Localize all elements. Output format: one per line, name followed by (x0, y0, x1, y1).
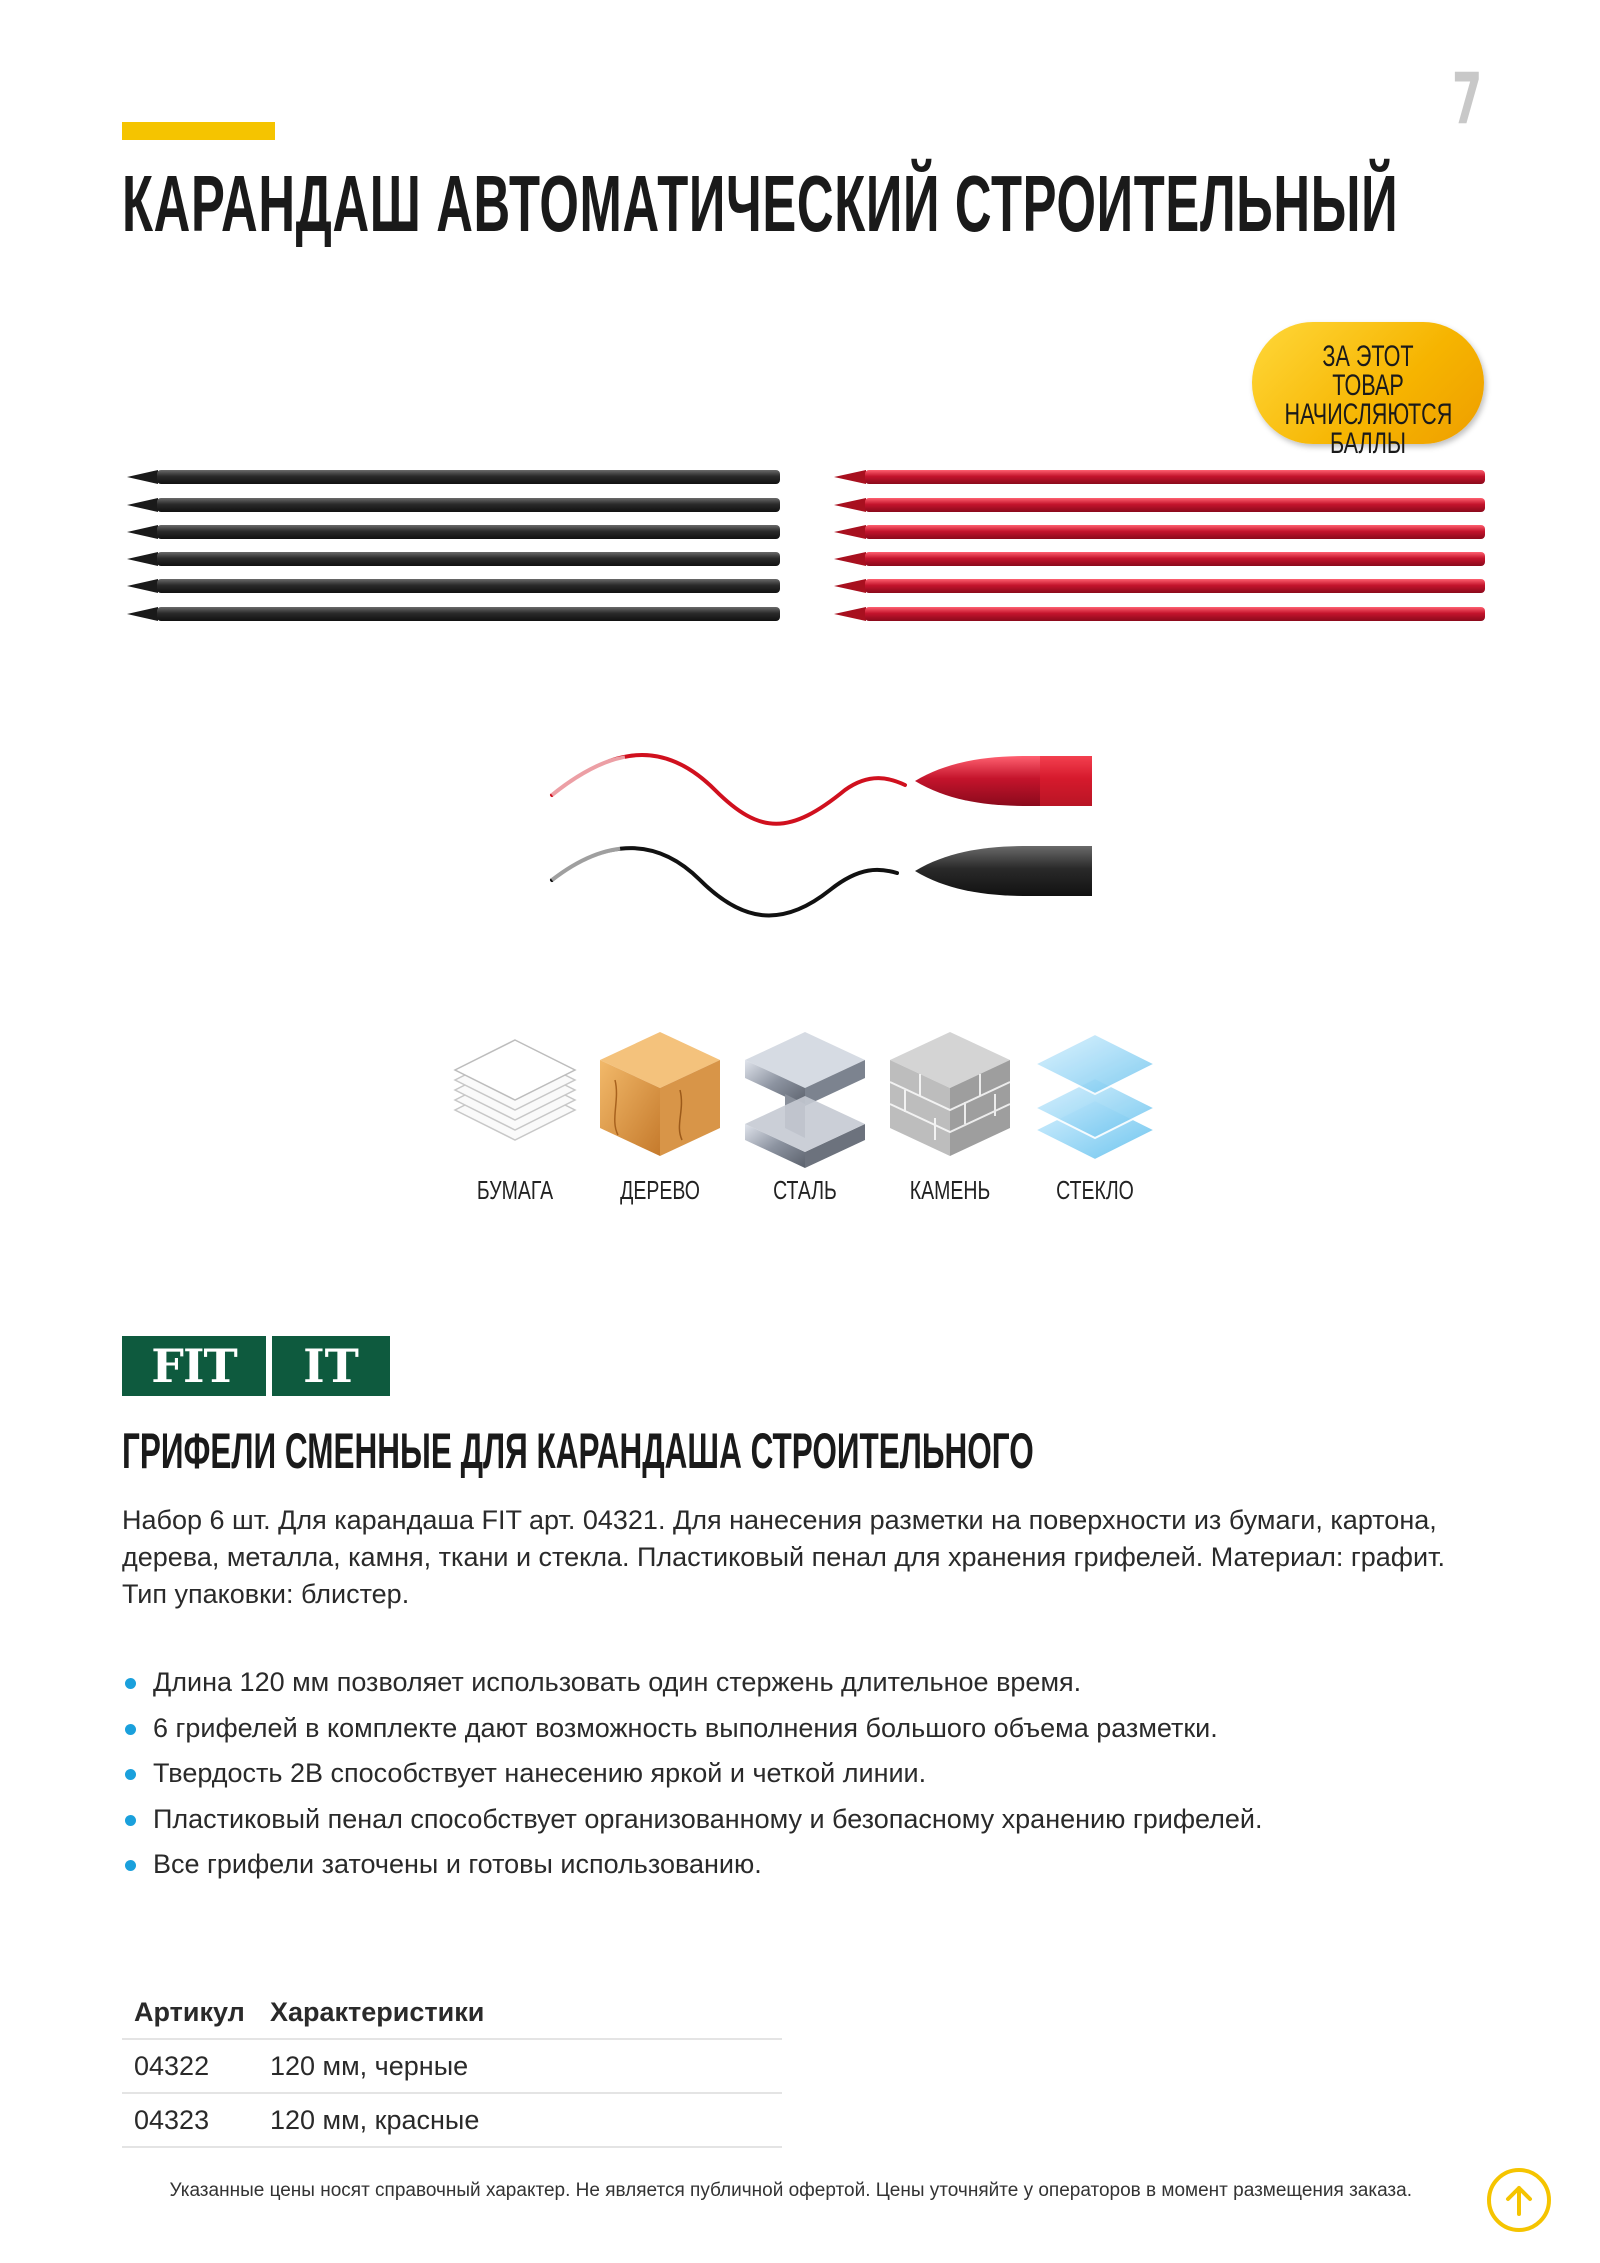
brand-logo-it: IT (272, 1336, 390, 1396)
bullet-icon (125, 1724, 136, 1735)
table-header-row (122, 1986, 782, 2039)
wood-icon (600, 1032, 720, 1156)
black-lead (127, 552, 780, 566)
page-title: КАРАНДАШ АВТОМАТИЧЕСКИЙ СТРОИТЕЛЬНЫЙ (122, 159, 1399, 248)
black-lead (127, 525, 780, 539)
black-lead (127, 498, 780, 512)
red-lead (834, 525, 1485, 539)
black-lead (127, 470, 780, 484)
scroll-top-button[interactable] (1487, 2168, 1551, 2232)
red-lead (834, 470, 1485, 484)
sku-cell: 04323 (122, 2093, 258, 2147)
list-item: Длина 120 мм позволяет использовать один стержень длительное время. (122, 1660, 1472, 1706)
spec-cell: 120 мм, красные (258, 2093, 782, 2147)
points-badge-text: ЗА ЭТОТ ТОВАР НАЧИСЛЯЮТСЯ БАЛЛЫ (1284, 340, 1453, 460)
glass-icon (1035, 1034, 1155, 1160)
red-lead (834, 498, 1485, 512)
bullet-icon (125, 1678, 136, 1689)
table-row (122, 2039, 782, 2093)
product-description: Набор 6 шт. Для карандаша FIT арт. 04321. Для нанесения разметки на поверхности из бумаги, картона, дерева, металла, камня, ткани и стекла. Пластиковый пенал для хранения грифелей. Материал: графит. Тип упаковки: блистер. (122, 1505, 1445, 1609)
black-leads (127, 470, 780, 621)
list-item: Пластиковый пенал способствует организованному и безопасному хранению грифелей. (122, 1797, 1472, 1843)
material-label-steel: СТАЛЬ (773, 1175, 837, 1205)
brand-logo-fit: FIT (122, 1336, 266, 1396)
stone-icon (890, 1032, 1010, 1156)
sku-cell: 04322 (122, 2039, 258, 2093)
column-header-sku: Артикул (122, 1986, 258, 2039)
material-label-paper: БУМАГА (476, 1175, 554, 1205)
bullet-icon (125, 1815, 136, 1826)
black-lead (127, 579, 780, 593)
bullet-icon (125, 1769, 136, 1780)
red-lead (834, 552, 1485, 566)
red-leads (834, 470, 1485, 621)
red-lead (834, 607, 1485, 621)
bullet-icon (125, 1860, 136, 1871)
list-item: 6 грифелей в комплекте дают возможность выполнения большого объема разметки. (122, 1706, 1472, 1752)
spec-table (122, 1986, 782, 2148)
material-label-wood: ДЕРЕВО (620, 1175, 700, 1205)
page-number: 7 (1452, 58, 1483, 140)
list-item: Твердость 2В способствует нанесению яркой и четкой линии. (122, 1751, 1472, 1797)
steel-icon (745, 1032, 865, 1168)
column-header-spec: Характеристики (258, 1986, 782, 2039)
black-stroke-demo (552, 846, 1092, 915)
red-stroke-demo (552, 755, 1092, 824)
footer-disclaimer: Указанные цены носят справочный характер. Не является публичной офертой. Цены уточняйте у операторов в момент размещения заказа. (169, 2180, 1412, 2201)
red-lead (834, 579, 1485, 593)
material-label-stone: КАМЕНЬ (909, 1175, 991, 1205)
product-title: ГРИФЕЛИ СМЕННЫЕ ДЛЯ КАРАНДАША СТРОИТЕЛЬНОГО (122, 1423, 1034, 1479)
black-lead (127, 607, 780, 621)
spec-cell: 120 мм, черные (258, 2039, 782, 2093)
material-label-glass: СТЕКЛО (1056, 1175, 1134, 1205)
paper-icon (455, 1040, 575, 1140)
arrow-up-icon (1491, 2172, 1547, 2228)
feature-list (122, 1660, 1472, 1888)
list-item: Все грифели заточены и готовы использованию. (122, 1842, 1472, 1888)
table-row (122, 2093, 782, 2147)
